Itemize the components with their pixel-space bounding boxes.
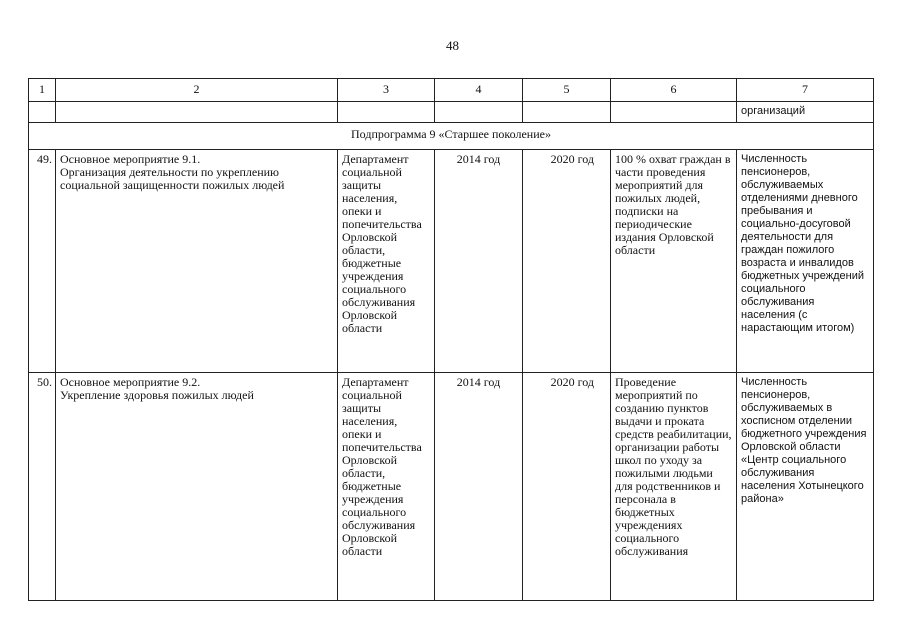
column-number-row xyxy=(29,79,874,102)
measure-cell xyxy=(56,150,338,373)
start-year: 2014 год xyxy=(435,373,523,601)
table-row xyxy=(29,150,874,373)
measure-cell xyxy=(56,373,338,601)
column-number: 2 xyxy=(56,79,338,102)
measure-title: Основное мероприятие 9.1. xyxy=(60,152,201,166)
indicator-cell: Численность пенсионеров, обслуживаемых в хосписном отделении бюджетного учреждения Орловской области «Центр социального обслуживания населения Хотынецкого района» xyxy=(737,373,874,601)
result-cell: Проведение мероприятий по созданию пунктов выдачи и проката средств реабилитации, организации работы школ по уходу за пожилыми людьми для родственников и персонала в бюджетных учреждениях социального обслуживания xyxy=(611,373,737,601)
executor-cell: Департамент социальной защиты населения, опеки и попечительства Орловской области, бюджетные учреждения социального обслуживания Орловской области xyxy=(338,373,435,601)
end-year: 2020 год xyxy=(523,373,611,601)
executor-cell: Департамент социальной защиты населения, опеки и попечительства Орловской области, бюджетные учреждения социального обслуживания Орловской области xyxy=(338,150,435,373)
indicator-cell: Численность пенсионеров, обслуживаемых отделениями дневного пребывания и социально-досуговой деятельности для граждан пожилого возраста и инвалидов бюджетных учреждений социального обслуживания населения (с нарастающим итогом) xyxy=(737,150,874,373)
end-year: 2020 год xyxy=(523,150,611,373)
table-row xyxy=(29,373,874,601)
start-year: 2014 год xyxy=(435,150,523,373)
table-cell xyxy=(338,102,435,123)
subprogram-row xyxy=(29,123,874,150)
continuation-text: организаций xyxy=(737,102,874,123)
measure-description: Организация деятельности по укреплению социальной защищенности пожилых людей xyxy=(60,165,285,192)
program-table xyxy=(28,78,874,601)
table-cell xyxy=(435,102,523,123)
table-cell xyxy=(56,102,338,123)
measure-title: Основное мероприятие 9.2. xyxy=(60,375,201,389)
column-number: 3 xyxy=(338,79,435,102)
table-cell xyxy=(611,102,737,123)
table-cell xyxy=(29,102,56,123)
measure-description: Укрепление здоровья пожилых людей xyxy=(60,388,254,402)
column-number: 1 xyxy=(29,79,56,102)
page-number: 48 xyxy=(446,38,459,53)
result-cell: 100 % охват граждан в части проведения мероприятий для пожилых людей, подписки на периодические издания Орловской области xyxy=(611,150,737,373)
subprogram-title: Подпрограмма 9 «Старшее поколение» xyxy=(29,123,874,150)
column-number: 7 xyxy=(737,79,874,102)
column-number: 5 xyxy=(523,79,611,102)
row-number: 49. xyxy=(29,150,56,373)
row-number: 50. xyxy=(29,373,56,601)
column-number: 4 xyxy=(435,79,523,102)
continuation-row xyxy=(29,102,874,123)
column-number: 6 xyxy=(611,79,737,102)
table-cell xyxy=(523,102,611,123)
